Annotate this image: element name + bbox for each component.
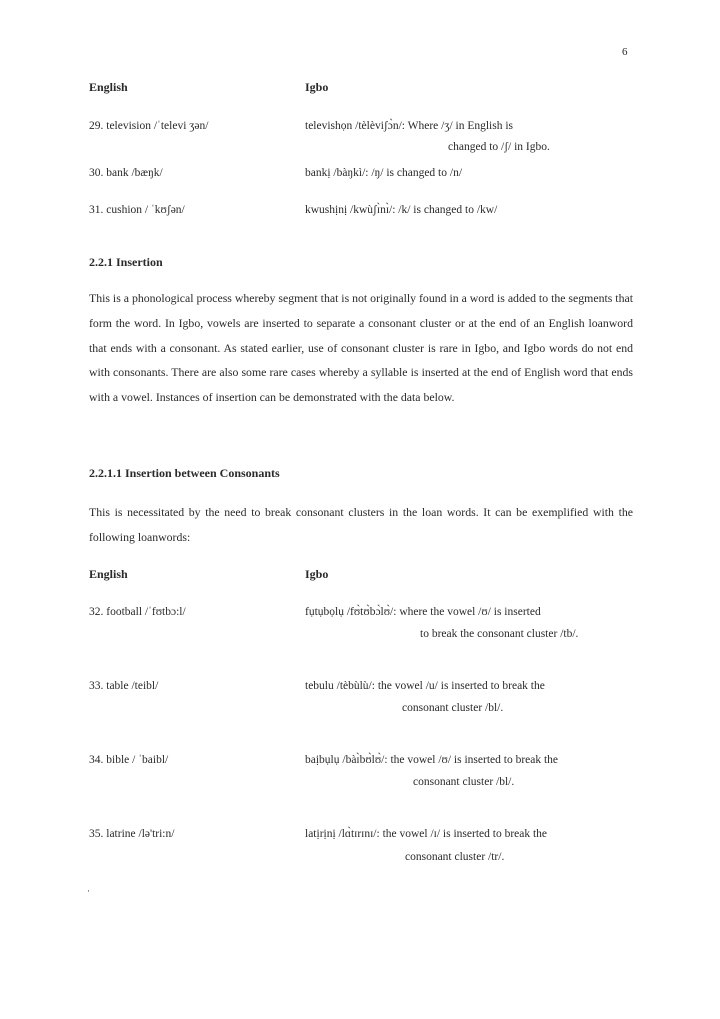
section-heading-insertion-between-consonants: 2.2.1.1 Insertion between Consonants — [89, 466, 280, 480]
table2-row-32-english: 32. football /ˈfʊtbɔ:l/ — [89, 606, 186, 618]
table2-header-igbo: Igbo — [305, 567, 329, 581]
table1-row-29-english: 29. television /ˈtelevi ʒən/ — [89, 120, 209, 132]
page-number: 6 — [622, 46, 628, 58]
table1-row-31-igbo: kwushịnị /kwùʃɪ̀nɪ̀/: /k/ is changed to /kw/ — [305, 204, 498, 216]
table2-row-33-igbo: tebulu /tèbùlù/: the vowel /u/ is inserted to break the — [305, 680, 545, 692]
table1-row-30-english: 30. bank /bæŋk/ — [89, 167, 163, 179]
table1-row-29-igbo: televishọn /tèlèviʃɔ̀n/: Where /ʒ/ in English is — [305, 120, 514, 132]
table2-row-35-igbo-cont: consonant cluster /tr/. — [405, 851, 505, 863]
table2-row-32-igbo-cont: to break the consonant cluster /tb/. — [420, 628, 579, 640]
table2-row-34-english: 34. bible / ˈbaibl/ — [89, 754, 169, 766]
table1-header-english: English — [89, 80, 128, 94]
table2-row-34-igbo: baịbụlụ /bàɪ̀bʊ̀lʊ̀/: the vowel /ʊ/ is inserted to break the — [305, 754, 559, 766]
table2-header-english: English — [89, 567, 128, 581]
table1-row-29-igbo-cont: changed to /ʃ/ in Igbo. — [448, 141, 550, 153]
stray-mark: · — [87, 886, 90, 896]
insertion-between-consonants-paragraph: This is necessitated by the need to break consonant clusters in the loan words. It can be exemplified with the following loanwords: — [89, 505, 633, 544]
section-heading-insertion: 2.2.1 Insertion — [89, 255, 163, 269]
table1-row-31-english: 31. cushion / ˈkʊʃən/ — [89, 204, 185, 216]
table1-header-igbo: Igbo — [305, 80, 329, 94]
table2-row-33-english: 33. table /teibl/ — [89, 680, 159, 692]
table2-row-32-igbo: fụtụbọlụ /fʊ̀tʊ̀bɔ̀lʊ̀/: where the vowel /ʊ/ is inserted — [305, 606, 541, 618]
table2-row-35-english: 35. latrine /lə'tri:n/ — [89, 828, 175, 840]
table2-row-33-igbo-cont: consonant cluster /bl/. — [402, 702, 504, 714]
table2-row-35-igbo: latịrịnị /lɑ̀tɪrɪnɪ/: the vowel /ɪ/ is inserted to break the — [305, 828, 548, 840]
table2-row-34-igbo-cont: consonant cluster /bl/. — [413, 776, 515, 788]
insertion-paragraph: This is a phonological process whereby segment that is not originally found in a word is added to the segments that form the word. In Igbo, vowels are inserted to separate a consonant cluster or at the end of an English loanword that ends with a consonant. As stated earlier, use of consonant cluster is rare in Igbo, and Igbo words do not end with consonants. There are also some rare cases whereby a syllable is inserted at the end of English word that ends with a vowel. Instances of insertion can be demonstrated with the data below. — [89, 291, 633, 405]
table1-row-30-igbo: bankị /bàŋkì/: /ŋ/ is changed to /n/ — [305, 167, 463, 179]
